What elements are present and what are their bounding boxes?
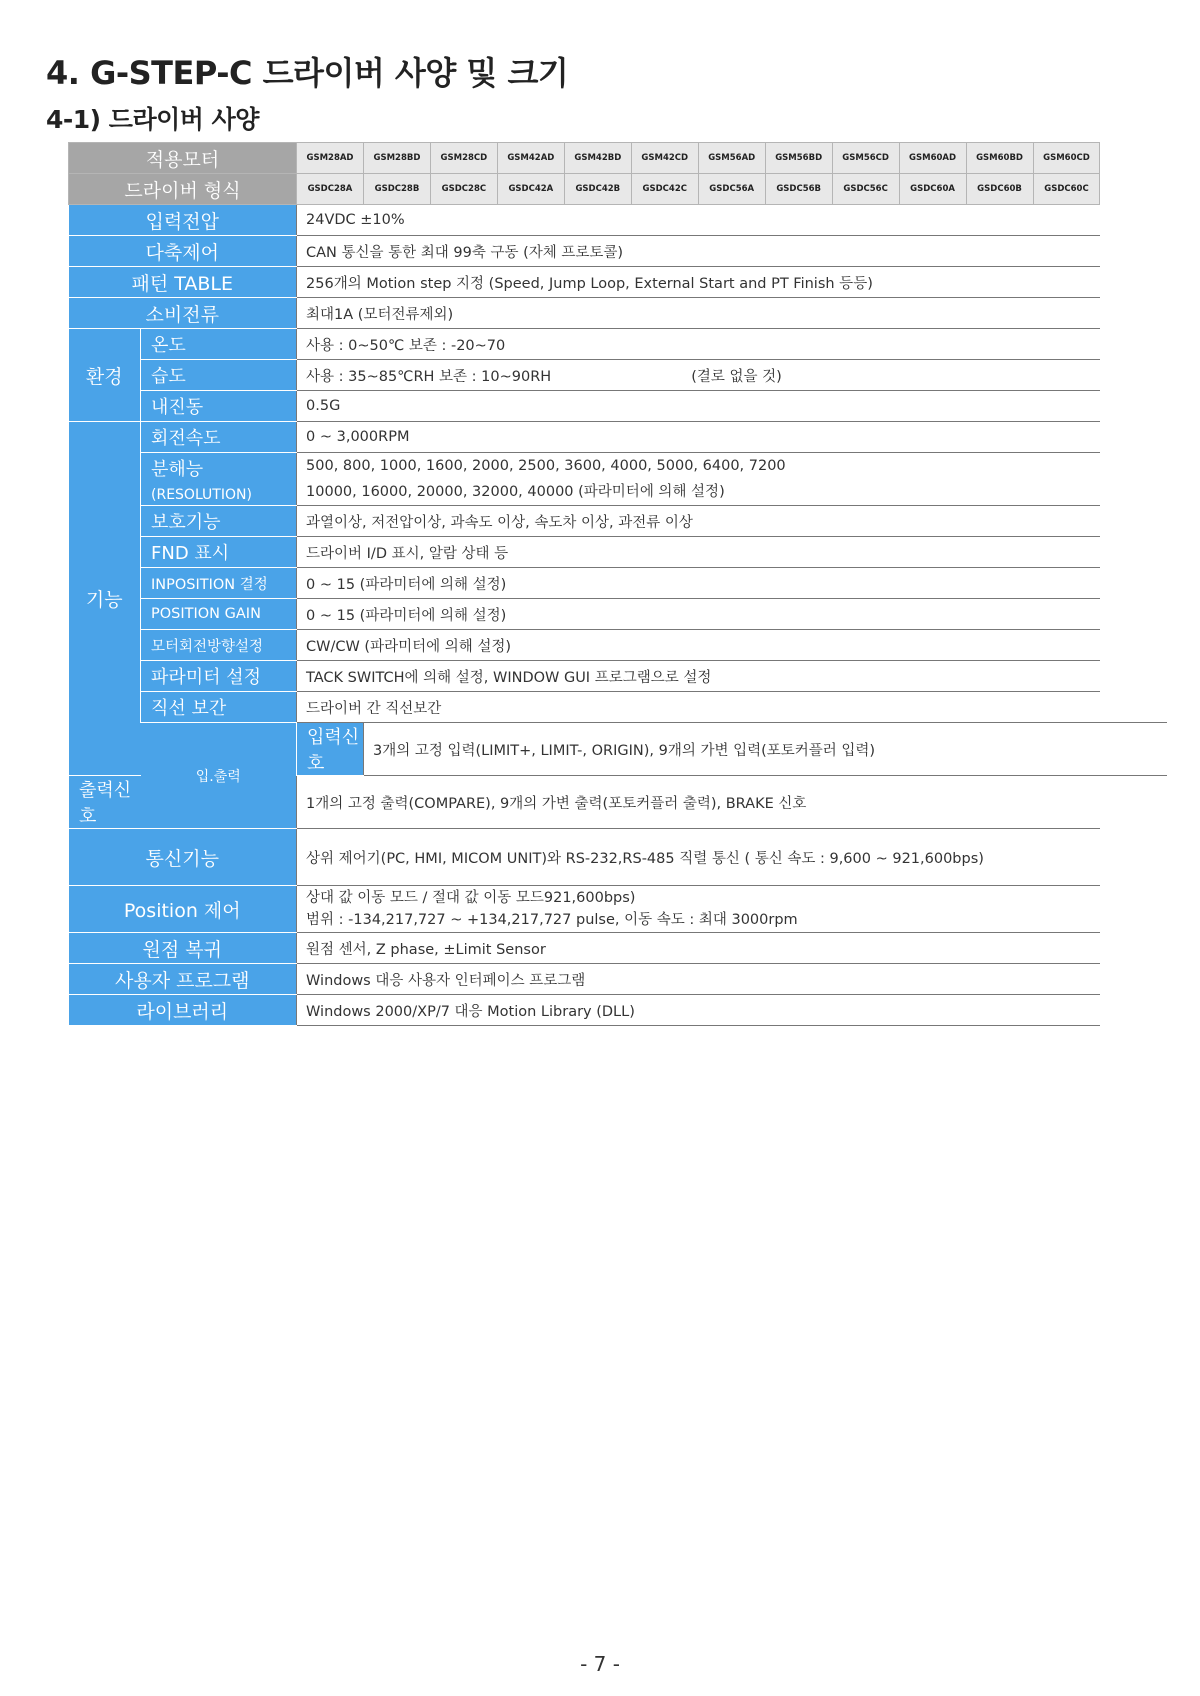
resolution-sublabel: (RESOLUTION) [151,487,252,503]
row-label: INPOSITION 결정 [141,568,297,599]
row-value: 0.5G [297,391,1100,422]
table-row [69,422,1168,453]
row-label: 출력신호 [69,776,141,829]
resolution-label: 분해능 [151,459,204,480]
motor-row [69,143,1168,174]
row-label [141,453,297,506]
row-label: 온도 [141,329,297,360]
humidity-note: (결로 없을 것) [691,368,782,385]
driver-model-cell: GSDC42A [497,174,564,205]
row-value: 256개의 Motion step 지정 (Speed, Jump Loop, External Start and PT Finish 등등) [297,267,1100,298]
row-value: 0 ~ 15 (파라미터에 의해 설정) [297,599,1100,630]
driver-model-cell: GSDC28B [363,174,430,205]
motor-model-cell: GSM60CD [1033,143,1100,174]
driver-model-cell: GSDC28A [297,174,364,205]
table-row [69,298,1168,329]
driver-header-label: 드라이버 형식 [69,174,297,205]
driver-model-cell: GSDC56C [832,174,899,205]
table-row [69,964,1168,995]
motor-model-cell: GSM28AD [297,143,364,174]
row-value: 0 ~ 3,000RPM [297,422,1100,453]
group-label-io: 입.출력 [141,723,297,829]
row-value [297,886,1100,933]
row-label: 파라미터 설정 [141,661,297,692]
table-row [69,630,1168,661]
row-value: 원점 센서, Z phase, ±Limit Sensor [297,933,1100,964]
row-label: 라이브러리 [69,995,297,1026]
page-number: - 7 - [580,1652,620,1676]
table-row [69,205,1168,236]
row-value: CW/CW (파라미터에 의해 설정) [297,630,1100,661]
table-row [69,236,1168,267]
table-row [69,506,1168,537]
table-row [69,933,1168,964]
row-value: 과열이상, 저전압이상, 과속도 이상, 속도차 이상, 과전류 이상 [297,506,1100,537]
row-label: 입력전압 [69,205,297,236]
row-value [297,360,1100,391]
row-value: 드라이버 I/D 표시, 알람 상태 등 [297,537,1100,568]
motor-model-cell: GSM28CD [430,143,497,174]
page-title: 4. G-STEP-C 드라이버 사양 및 크기 [46,54,569,92]
section-title: 4-1) 드라이버 사양 [46,105,259,134]
resolution-value-line1: 500, 800, 1000, 1600, 2000, 2500, 3600, 4000, 5000, 6400, 7200 [306,458,786,474]
table-row [69,692,1168,723]
driver-model-cell: GSDC28C [430,174,497,205]
motor-header-label: 적용모터 [69,143,297,174]
row-label: 원점 복귀 [69,933,297,964]
driver-model-cell: GSDC42B [564,174,631,205]
row-label: FND 표시 [141,537,297,568]
motor-model-cell: GSM56CD [832,143,899,174]
row-label: 통신기능 [69,829,297,886]
motor-model-cell: GSM60BD [966,143,1033,174]
motor-model-cell: GSM28BD [363,143,430,174]
row-value: 상위 제어기(PC, HMI, MICOM UNIT)와 RS-232,RS-485 직렬 통신 ( 통신 속도 : 9,600 ~ 921,600bps) [297,829,1100,886]
table-row [69,599,1168,630]
driver-model-cell: GSDC60C [1033,174,1100,205]
row-label: 패턴 TABLE [69,267,297,298]
row-value: Windows 2000/XP/7 대응 Motion Library (DLL) [297,995,1100,1026]
motor-model-cell: GSM60AD [899,143,966,174]
row-value: 0 ~ 15 (파라미터에 의해 설정) [297,568,1100,599]
driver-row [69,174,1168,205]
driver-model-cell: GSDC56A [698,174,765,205]
table-row [69,886,1168,933]
row-label: 사용자 프로그램 [69,964,297,995]
table-row [69,995,1168,1026]
row-label: 다축제어 [69,236,297,267]
table-row [69,568,1168,599]
position-value-line1: 상대 값 이동 모드 / 절대 값 이동 모드921,600bps) [306,890,636,906]
row-value: Windows 대응 사용자 인터페이스 프로그램 [297,964,1100,995]
table-row [69,537,1168,568]
table-row [69,723,1168,776]
row-label: Position 제어 [69,886,297,933]
group-label-function: 기능 [69,422,141,776]
table-row [69,267,1168,298]
row-value: 사용 : 0~50℃ 보존 : -20~70 [297,329,1100,360]
table-row [69,661,1168,692]
table-row [69,829,1168,886]
row-value: 24VDC ±10% [297,205,1100,236]
motor-model-cell: GSM42CD [631,143,698,174]
row-label: 회전속도 [141,422,297,453]
position-value-line2: 범위 : -134,217,727 ~ +134,217,727 pulse, 이동 속도 : 최대 3000rpm [306,912,798,928]
row-label: 소비전류 [69,298,297,329]
row-label: 습도 [141,360,297,391]
resolution-value-line2: 10000, 16000, 20000, 32000, 40000 (파라미터에 의해 설정) [306,484,725,500]
row-value: 3개의 고정 입력(LIMIT+, LIMIT-, ORIGIN), 9개의 가변 입력(포토커플러 입력) [363,723,1167,776]
row-value: CAN 통신을 통한 최대 99축 구동 (자체 프로토콜) [297,236,1100,267]
table-row [69,360,1168,391]
table-row [69,329,1168,360]
driver-model-cell: GSDC56B [765,174,832,205]
row-label: 모터회전방향설정 [141,630,297,661]
row-value: TACK SWITCH에 의해 설정, WINDOW GUI 프로그램으로 설정 [297,661,1100,692]
row-label: 보호기능 [141,506,297,537]
humidity-value: 사용 : 35~85℃RH 보존 : 10~90RH [306,368,552,385]
row-value: 1개의 고정 출력(COMPARE), 9개의 가변 출력(포토커플러 출력), BRAKE 신호 [297,776,1100,829]
motor-model-cell: GSM56AD [698,143,765,174]
row-label: POSITION GAIN [141,599,297,630]
motor-model-cell: GSM42BD [564,143,631,174]
driver-model-cell: GSDC42C [631,174,698,205]
table-row [69,391,1168,422]
table-row [69,453,1168,506]
driver-model-cell: GSDC60A [899,174,966,205]
driver-model-cell: GSDC60B [966,174,1033,205]
group-label-environment: 환경 [69,329,141,422]
row-value [297,453,1100,506]
row-label: 직선 보간 [141,692,297,723]
motor-model-cell: GSM56BD [765,143,832,174]
row-value: 최대1A (모터전류제외) [297,298,1100,329]
driver-spec-table [68,142,1167,1026]
motor-model-cell: GSM42AD [497,143,564,174]
row-label: 내진동 [141,391,297,422]
row-label: 입력신호 [297,723,364,776]
row-value: 드라이버 간 직선보간 [297,692,1100,723]
